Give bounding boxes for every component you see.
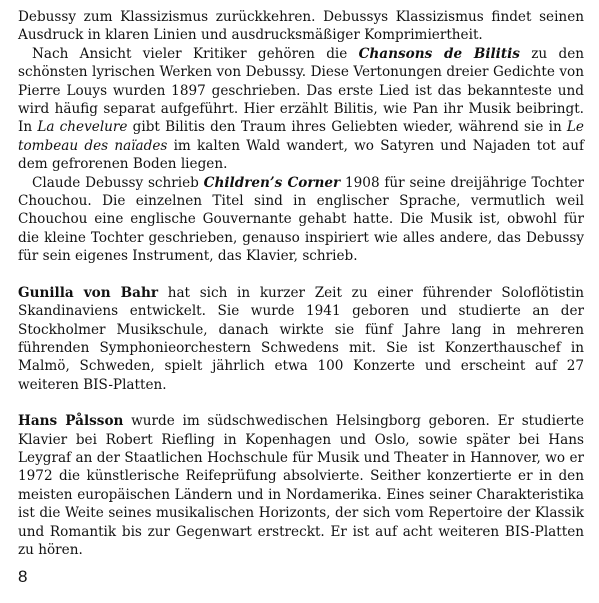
paragraph-text: zu den schönsten lyrischen Werken von Debussy. Diese Vertonungen dreier Gedichte von Pierre Louys wurden 1897 geschrieben. Das erste Lied ist das bekannteste und wird häufig separat aufgeführt. Hier erzählt Bilitis, wie Pan ihr Musik beibringt. In	[18, 45, 584, 136]
paragraph-text: hat sich in kurzer Zeit zu einer führender Soloflötistin Skandinaviens entwickelt. Sie wurde 1941 geboren und studierte an der Stockholmer Musikschule, danach wirkte sie fünf Jahre lang in mehreren führenden Symphonieorchestern Schwedens mit. Sie ist Konzerthauschef in Malmö, Schweden, spielt jährlich etwa 100 Konzerte und erscheint auf 27 weiteren BIS-Platten.	[18, 284, 584, 393]
paragraph-bio-gunilla-von-bahr	[18, 284, 584, 394]
paragraph-bio-hans-palsson	[18, 412, 584, 559]
paragraph-text: 1908 für seine dreijährige Tochter Chouchou. Die einzelnen Titel sind in englischer Sprache, vermutlich weil Chouchou eine englische Gouvernante gehabt hatte. Die Musik ist, obwohl für die kleine Tochter geschrieben, genauso inspiriert wie alles andere, das Debussy für sein eigenes Instrument, das Klavier, schrieb.	[18, 174, 585, 265]
paragraph-text: Nach Ansicht vieler Kritiker gehören die	[32, 45, 359, 62]
paragraph-text: im kalten Wald wandert, wo Satyren und Najaden tot auf dem gefrorenen Boden liegen.	[18, 137, 584, 173]
paragraph-text: wurde im südschwedischen Helsingborg geboren. Er studierte Klavier bei Robert Riefling in Kopenhagen und Oslo, sowie später bei Hans Leygraf an der Staatlichen Hochschule für Musik und Theater in Hannover, wo er 1972 die künstlerische Reifeprüfung absolvierte. Seither konzertierte er in den meisten europäischen Ländern und in Nordamerika. Eines seiner Charakteristika ist die Weite seines musikalischen Horizonts, der sich vom Repertoire der Klassik und Romantik bis zur Gegenwart erstreckt. Er ist auf acht weiteren BIS-Platten zu hören.	[18, 413, 584, 558]
song-title-le-tombeau-des-naiades: Le tombeau des naïades	[18, 119, 584, 154]
work-title-childrens-corner: Children’s Corner	[203, 174, 341, 191]
paragraph-text: Claude Debussy schrieb	[32, 174, 204, 191]
work-title-chansons-de-bilitis: Chansons de Bilitis	[358, 45, 520, 62]
page-number: 8	[18, 567, 28, 586]
song-title-la-chevelure: La chevelure	[37, 119, 128, 136]
paragraph-chansons-de-bilitis	[18, 45, 584, 174]
paragraph-text: gibt Bilitis den Traum ihres Geliebten wieder, während sie in	[127, 119, 567, 136]
paragraph-text: Debussy zum Klassizismus zurückkehren. Debussys Klassizismus findet seinen Ausdruck in klaren Linien und ausdrucksmäßiger Komprimiertheit.	[18, 9, 584, 44]
document-body	[18, 8, 584, 559]
paragraph-childrens-corner	[18, 174, 584, 266]
artist-name-gunilla-von-bahr: Gunilla von Bahr	[18, 284, 159, 301]
artist-name-hans-palsson: Hans Pålsson	[18, 413, 124, 430]
paragraph-debussy-classicism	[18, 8, 584, 45]
